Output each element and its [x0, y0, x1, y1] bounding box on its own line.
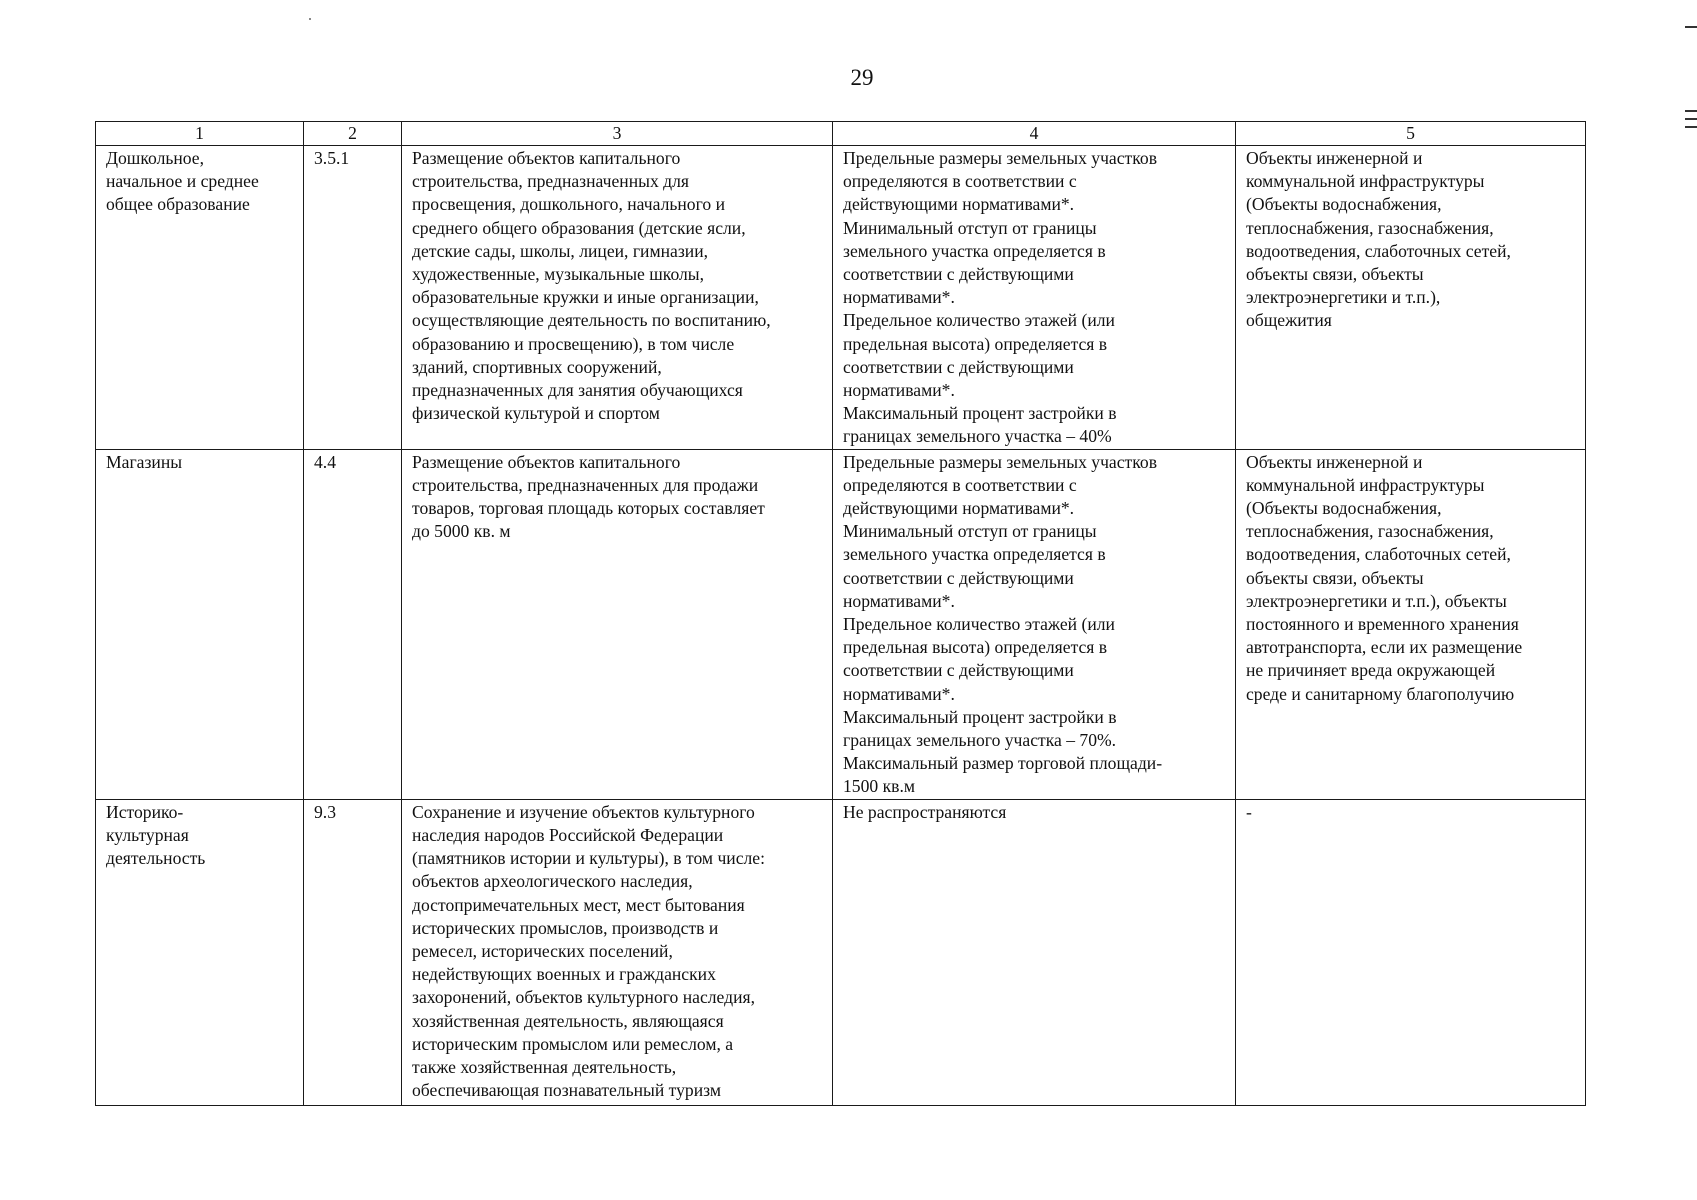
- cell-text-line: теплоснабжения, газоснабжения,: [1246, 217, 1494, 238]
- cell-text-line: Максимальный размер торговой площади-: [843, 753, 1163, 774]
- column-number-3: 3: [402, 122, 833, 146]
- cell-text-line: культурная: [106, 824, 189, 845]
- table-row: [96, 146, 1586, 450]
- cell-text-line: (памятников истории и культуры), в том числе:: [412, 848, 765, 869]
- cell-text-line: Не распространяются: [843, 801, 1007, 822]
- cell-text-line: постоянного и временного хранения: [1246, 614, 1519, 635]
- cell-text-line: Объекты инженерной и: [1246, 451, 1423, 472]
- cell-text-line: нормативами*.: [843, 683, 955, 704]
- column-number-1: 1: [96, 122, 304, 146]
- column-number-5: 5: [1236, 122, 1586, 146]
- cell-text-line: до 5000 кв. м: [412, 521, 511, 542]
- cell-text-line: Минимальный отступ от границы: [843, 521, 1097, 542]
- cell-text-line: Объекты инженерной и: [1246, 148, 1423, 168]
- header-row: [96, 122, 1586, 146]
- use-type-cell: [96, 146, 304, 450]
- cell-text-line: 4.4: [314, 451, 336, 472]
- cell-text-line: границах земельного участка – 70%.: [843, 730, 1117, 751]
- cell-text-line: нормативами*.: [843, 590, 955, 611]
- cell-text-line: художественные, музыкальные школы,: [412, 264, 705, 285]
- cell-text-line: также хозяйственная деятельность,: [412, 1056, 677, 1077]
- cell-text-line: теплоснабжения, газоснабжения,: [1246, 521, 1494, 542]
- cell-text-line: физической культурой и спортом: [412, 403, 660, 424]
- cell-text-line: Максимальный процент застройки в: [843, 706, 1117, 727]
- page-number: 29: [850, 65, 874, 90]
- cell-text-line: коммунальной инфраструктуры: [1246, 171, 1485, 192]
- cell-text-line: действующими нормативами*.: [843, 498, 1075, 519]
- cell-text-line: водоотведения, слаботочных сетей,: [1246, 544, 1511, 565]
- cell-text-line: 9.3: [314, 801, 336, 822]
- scan-speck: [309, 18, 311, 20]
- cell-text-line: Историко-: [106, 801, 184, 822]
- cell-text-line: осуществляющие деятельность по воспитанию,: [412, 310, 771, 331]
- cell-text-line: 3.5.1: [314, 148, 350, 168]
- cell-text-line: электроэнергетики и т.п.), объекты: [1246, 590, 1507, 611]
- cell-text-line: достопримечательных мест, мест бытования: [412, 894, 745, 915]
- cell-text-line: общежития: [1246, 310, 1332, 331]
- cell-text-line: детские сады, школы, лицеи, гимназии,: [412, 240, 709, 261]
- cell-text-line: недействующих военных и гражданских: [412, 964, 716, 985]
- cell-text-line: действующими нормативами*.: [843, 194, 1075, 215]
- cell-text-line: образовательные кружки и иные организации,: [412, 287, 759, 308]
- cell-text-line: захоронений, объектов культурного наследия,: [412, 987, 755, 1008]
- cell-text-line: предназначенных для занятия обучающихся: [412, 380, 743, 401]
- scan-edge-mark: [1685, 118, 1697, 120]
- cell-text-line: земельного участка определяется в: [843, 240, 1106, 261]
- cell-text-line: ремесел, исторических поселений,: [412, 940, 673, 961]
- cell-text-line: (Объекты водоснабжения,: [1246, 498, 1442, 519]
- cell-text-line: хозяйственная деятельность, являющаяся: [412, 1010, 724, 1031]
- column-number-2: 2: [304, 122, 402, 146]
- parameters-cell: [833, 146, 1236, 450]
- cell-text-line: зданий, спортивных сооружений,: [412, 356, 662, 377]
- cell-text-line: общее образование: [106, 194, 250, 215]
- auxiliary-uses-cell: [1236, 449, 1586, 799]
- cell-text-line: обеспечивающая познавательный туризм: [412, 1080, 721, 1101]
- table-row: [96, 449, 1586, 799]
- cell-text-line: образованию и просвещению), в том числе: [412, 333, 735, 354]
- table-header: [96, 122, 1586, 146]
- cell-text-line: Предельные размеры земельных участков: [843, 148, 1157, 168]
- cell-text-line: товаров, торговая площадь которых составляет: [412, 498, 765, 519]
- scan-edge-mark: [1685, 26, 1697, 28]
- cell-text-line: Предельное количество этажей (или: [843, 310, 1115, 331]
- cell-text-line: коммунальной инфраструктуры: [1246, 474, 1485, 495]
- cell-text-line: историческим промыслом или ремеслом, а: [412, 1033, 734, 1054]
- cell-text-line: -: [1246, 801, 1252, 822]
- scan-edge-mark: [1685, 126, 1697, 128]
- cell-text-line: среде и санитарному благополучию: [1246, 683, 1515, 704]
- cell-text-line: деятельность: [106, 848, 206, 869]
- cell-text-line: (Объекты водоснабжения,: [1246, 194, 1442, 215]
- column-number-4: 4: [833, 122, 1236, 146]
- table-row: [96, 799, 1586, 1105]
- cell-text-line: определяются в соответствии с: [843, 474, 1077, 495]
- cell-text-line: земельного участка определяется в: [843, 544, 1106, 565]
- use-code-cell: [304, 799, 402, 1105]
- cell-text-line: водоотведения, слаботочных сетей,: [1246, 240, 1511, 261]
- cell-text-line: нормативами*.: [843, 287, 955, 308]
- cell-text-line: Предельное количество этажей (или: [843, 614, 1115, 635]
- use-code-cell: [304, 146, 402, 450]
- cell-text-line: электроэнергетики и т.п.),: [1246, 287, 1441, 308]
- parameters-cell: [833, 449, 1236, 799]
- cell-text-line: строительства, предназначенных для: [412, 171, 689, 192]
- cell-text-line: соответствии с действующими: [843, 660, 1074, 681]
- cell-text-line: среднего общего образования (детские ясли,: [412, 217, 746, 238]
- auxiliary-uses-cell: [1236, 146, 1586, 450]
- cell-text-line: Предельные размеры земельных участков: [843, 451, 1157, 472]
- cell-text-line: 1500 кв.м: [843, 776, 915, 797]
- cell-text-line: объектов археологического наследия,: [412, 871, 693, 892]
- use-code-cell: [304, 449, 402, 799]
- cell-text-line: Размещение объектов капитального: [412, 148, 681, 168]
- use-description-cell: [402, 799, 833, 1105]
- cell-text-line: соответствии с действующими: [843, 356, 1074, 377]
- scan-edge-mark: [1685, 110, 1697, 112]
- cell-text-line: исторических промыслов, производств и: [412, 917, 719, 938]
- cell-text-line: границах земельного участка – 40%: [843, 426, 1112, 447]
- cell-text-line: не причиняет вреда окружающей: [1246, 660, 1496, 681]
- parameters-cell: [833, 799, 1236, 1105]
- cell-text-line: наследия народов Российской Федерации: [412, 824, 724, 845]
- cell-text-line: Максимальный процент застройки в: [843, 403, 1117, 424]
- cell-text-line: строительства, предназначенных для продажи: [412, 474, 759, 495]
- cell-text-line: Размещение объектов капитального: [412, 451, 681, 472]
- cell-text-line: предельная высота) определяется в: [843, 333, 1108, 354]
- auxiliary-uses-cell: [1236, 799, 1586, 1105]
- cell-text-line: соответствии с действующими: [843, 264, 1074, 285]
- cell-text-line: Дошкольное,: [106, 148, 205, 168]
- cell-text-line: объекты связи, объекты: [1246, 264, 1424, 285]
- cell-text-line: автотранспорта, если их размещение: [1246, 637, 1523, 658]
- cell-text-line: просвещения, дошкольного, начального и: [412, 194, 725, 215]
- use-description-cell: [402, 146, 833, 450]
- cell-text-line: определяются в соответствии с: [843, 171, 1077, 192]
- use-type-cell: [96, 449, 304, 799]
- cell-text-line: начальное и среднее: [106, 171, 259, 192]
- cell-text-line: нормативами*.: [843, 380, 955, 401]
- cell-text-line: объекты связи, объекты: [1246, 567, 1424, 588]
- cell-text-line: соответствии с действующими: [843, 567, 1074, 588]
- cell-text-line: Магазины: [106, 451, 183, 472]
- cell-text-line: Минимальный отступ от границы: [843, 217, 1097, 238]
- cell-text-line: предельная высота) определяется в: [843, 637, 1108, 658]
- cell-text-line: Сохранение и изучение объектов культурного: [412, 801, 755, 822]
- regulations-table: [95, 121, 1586, 1106]
- use-type-cell: [96, 799, 304, 1105]
- use-description-cell: [402, 449, 833, 799]
